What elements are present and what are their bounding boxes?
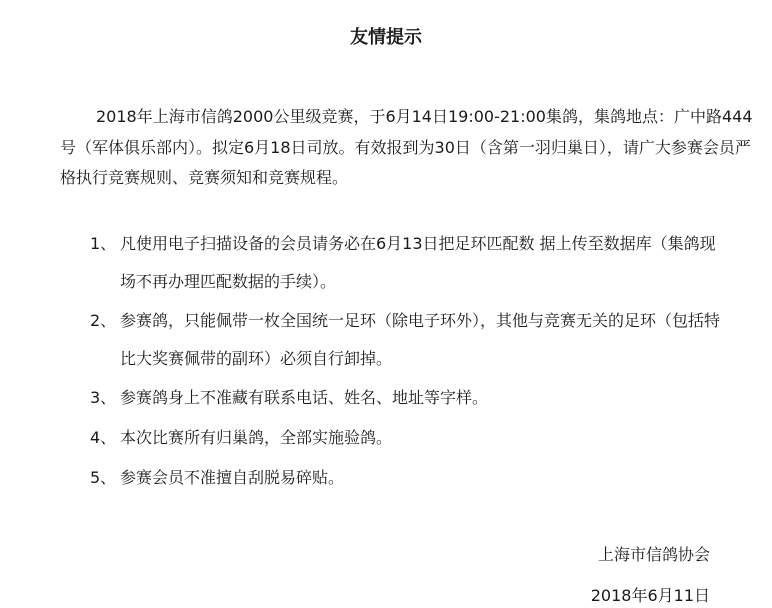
list-item-number: 3、 [90,388,117,407]
list-item-1 [90,225,730,301]
list-item-number: 1、 [90,234,117,253]
list-item-number: 5、 [90,468,117,487]
list-item-5 [90,459,730,497]
list-item-text: 参赛鸽身上不准藏有联系电话、姓名、地址等字样。 [120,388,489,407]
list-item-text: 参赛会员不准擅自刮脱易碎贴。 [120,468,345,487]
intro-text: 2018年上海市信鸽2000公里级竞赛，于6月14日19:00-21:00集鸽，集鸽地点：广中路444号（军体俱乐部内）。拟定6月18日司放。有效报到为30日（含第一羽归巢日），请广大参赛会员严格执行竞赛规则、竞赛须知和竞赛规程。 [60,107,753,187]
intro-paragraph [60,102,760,194]
list-item-text: 参赛鸽，只能佩带一枚全国统一足环（除电子环外），其他与竞赛无关的足环（包括特比大奖赛佩带的副环）必须自行卸掉。 [120,311,721,368]
list-item-3 [90,379,730,417]
list-item-number: 4、 [90,428,117,447]
issue-date: 2018年6月11日 [590,586,710,605]
notice-title: 友情提示 [350,27,422,48]
list-item-text: 凡使用电子扫描设备的会员请务必在6月13日把足环匹配数 据上传至数据库（集鸽现场不再办理匹配数据的手续）。 [120,234,716,291]
list-item-number: 2、 [90,311,117,330]
issuing-organization: 上海市信鸽协会 [597,545,710,564]
list-item-text: 本次比赛所有归巢鸽，全部实施验鸽。 [120,428,393,447]
list-item-2 [90,302,730,378]
list-item-4 [90,419,730,457]
